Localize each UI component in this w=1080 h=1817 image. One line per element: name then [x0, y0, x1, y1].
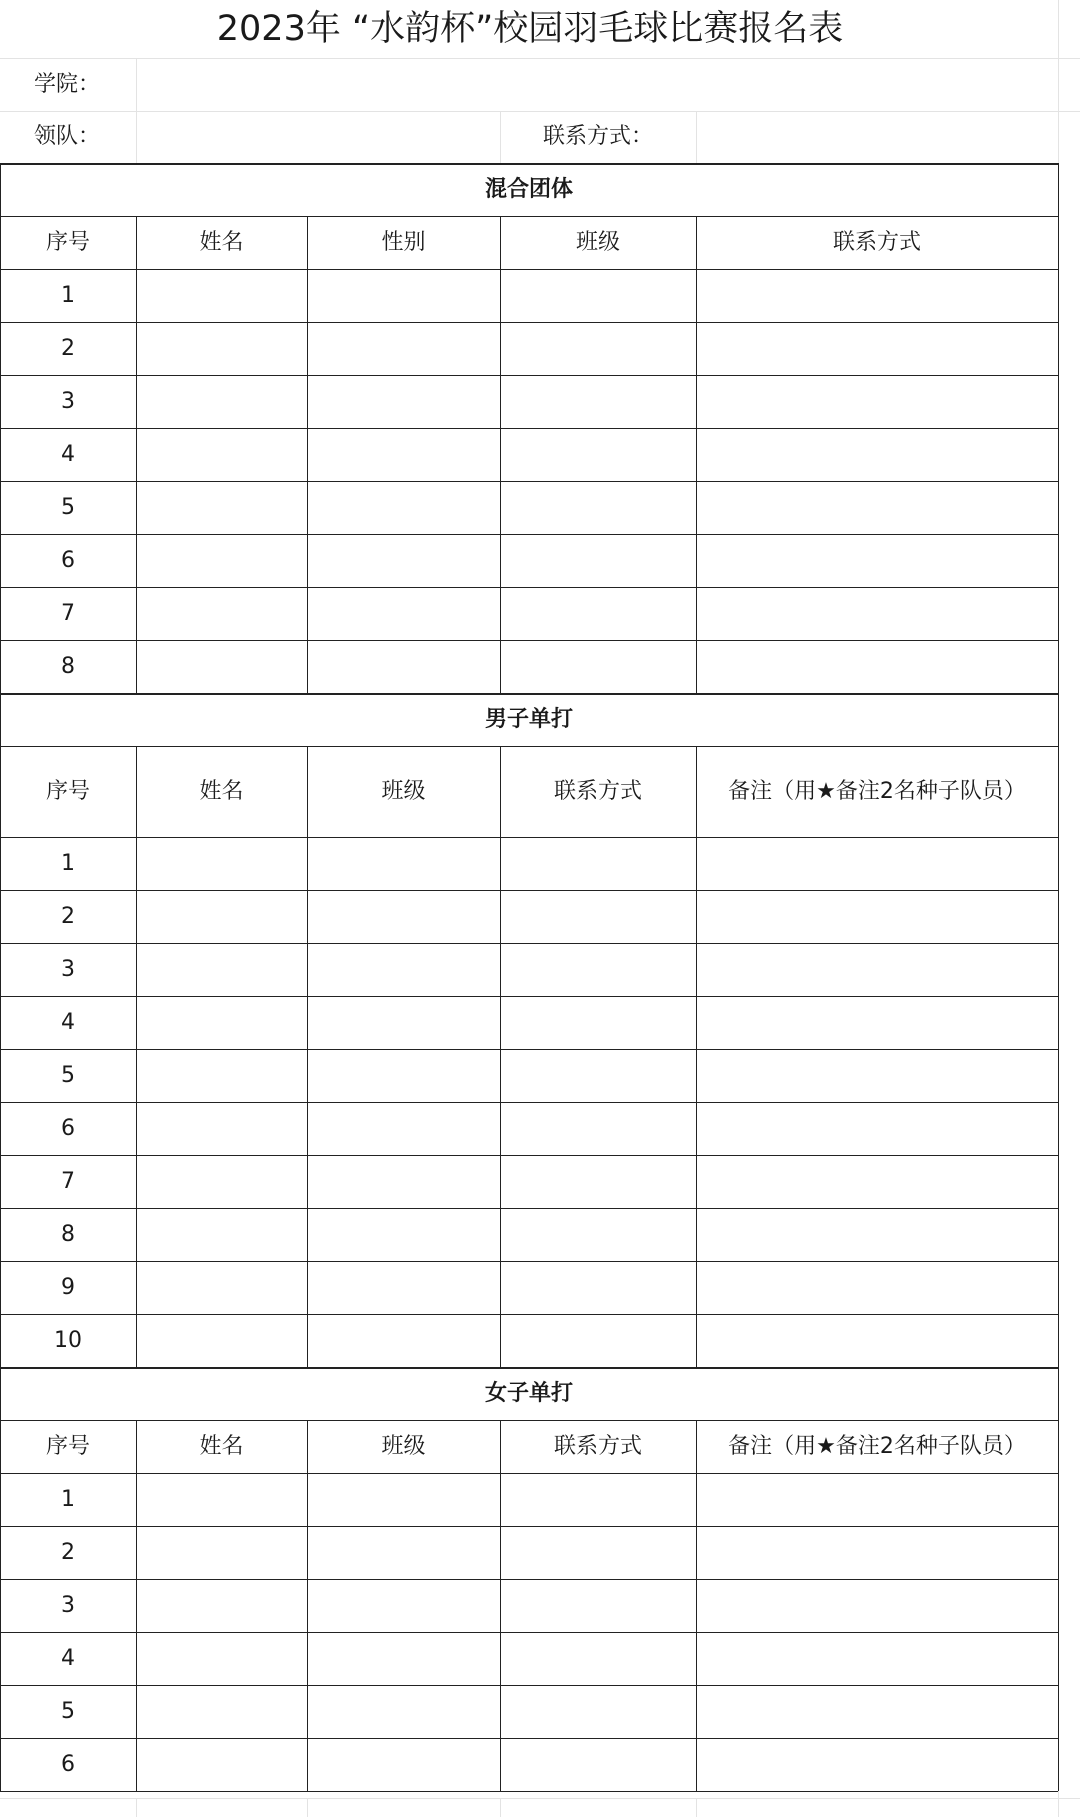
entry-cell[interactable] [500, 943, 696, 996]
row-number: 6 [61, 1751, 75, 1777]
entry-cell[interactable] [696, 322, 1058, 375]
entry-cell[interactable] [307, 890, 500, 943]
entry-cell[interactable] [696, 1632, 1058, 1685]
leader-contact-label: 联系方式： [542, 124, 653, 149]
entry-cell[interactable] [500, 481, 696, 534]
entry-cell[interactable] [696, 269, 1058, 322]
entry-cell[interactable] [307, 481, 500, 534]
row-border [0, 1791, 1058, 1792]
column-header: 备注（用★备注2名种子队员） [728, 778, 1026, 804]
entry-cell[interactable] [136, 1526, 307, 1579]
entry-cell[interactable] [136, 322, 307, 375]
entry-cell[interactable] [136, 837, 307, 890]
entry-cell[interactable] [136, 640, 307, 693]
entry-cell[interactable] [696, 1738, 1058, 1791]
row-number: 8 [61, 1221, 75, 1247]
row-number: 1 [61, 282, 75, 308]
entry-cell[interactable] [500, 890, 696, 943]
column-header: 姓名 [199, 1433, 244, 1459]
entry-cell[interactable] [307, 1685, 500, 1738]
entry-cell[interactable] [500, 587, 696, 640]
column-border [1058, 1367, 1059, 1420]
entry-cell[interactable] [136, 269, 307, 322]
row-number: 10 [54, 1327, 82, 1353]
entry-cell[interactable] [136, 375, 307, 428]
entry-cell[interactable] [696, 1102, 1058, 1155]
entry-cell[interactable] [136, 1049, 307, 1102]
entry-cell[interactable] [307, 322, 500, 375]
entry-cell[interactable] [696, 1314, 1058, 1367]
column-header: 联系方式 [553, 1433, 642, 1459]
entry-cell[interactable] [136, 996, 307, 1049]
entry-cell[interactable] [136, 587, 307, 640]
column-header: 姓名 [199, 229, 244, 255]
form-title: 2023年 “水韵杯”校园羽毛球比赛报名表 [216, 8, 844, 49]
column-header: 班级 [381, 778, 426, 804]
row-number: 6 [61, 1115, 75, 1141]
entry-cell[interactable] [500, 269, 696, 322]
entry-cell[interactable] [500, 375, 696, 428]
leader-input-cell[interactable] [136, 111, 500, 163]
row-number: 3 [61, 1592, 75, 1618]
entry-cell[interactable] [307, 1102, 500, 1155]
entry-cell[interactable] [696, 587, 1058, 640]
row-number: 7 [61, 600, 75, 626]
row-number: 3 [61, 388, 75, 414]
column-header: 性别 [381, 229, 426, 255]
entry-cell[interactable] [500, 1049, 696, 1102]
column-header: 序号 [45, 1433, 90, 1459]
entry-cell[interactable] [307, 1049, 500, 1102]
entry-cell[interactable] [696, 996, 1058, 1049]
college-input-cell[interactable] [136, 58, 1058, 111]
entry-cell[interactable] [696, 1049, 1058, 1102]
entry-cell[interactable] [136, 943, 307, 996]
section-title: 混合团体 [484, 176, 573, 202]
entry-cell[interactable] [696, 1155, 1058, 1208]
entry-cell[interactable] [500, 1102, 696, 1155]
entry-cell[interactable] [500, 996, 696, 1049]
entry-cell[interactable] [136, 1314, 307, 1367]
section-title: 男子单打 [484, 706, 573, 732]
entry-cell[interactable] [307, 375, 500, 428]
entry-cell[interactable] [307, 1579, 500, 1632]
entry-cell[interactable] [136, 1632, 307, 1685]
entry-cell[interactable] [696, 1526, 1058, 1579]
entry-cell[interactable] [136, 1102, 307, 1155]
section-title: 女子单打 [484, 1380, 573, 1406]
entry-cell[interactable] [500, 1473, 696, 1526]
row-number: 3 [61, 956, 75, 982]
entry-cell[interactable] [696, 428, 1058, 481]
entry-cell[interactable] [307, 1314, 500, 1367]
entry-cell[interactable] [500, 1526, 696, 1579]
entry-cell[interactable] [696, 534, 1058, 587]
entry-cell[interactable] [696, 1579, 1058, 1632]
column-border [1058, 216, 1059, 693]
row-number: 5 [61, 494, 75, 520]
row-number: 4 [61, 441, 75, 467]
entry-cell[interactable] [696, 890, 1058, 943]
entry-cell[interactable] [696, 375, 1058, 428]
entry-cell[interactable] [500, 1738, 696, 1791]
entry-cell[interactable] [307, 1208, 500, 1261]
entry-cell[interactable] [500, 640, 696, 693]
entry-cell[interactable] [136, 890, 307, 943]
entry-cell[interactable] [500, 1208, 696, 1261]
entry-cell[interactable] [307, 587, 500, 640]
entry-cell[interactable] [307, 1473, 500, 1526]
column-header: 备注（用★备注2名种子队员） [728, 1433, 1026, 1459]
entry-cell[interactable] [696, 1208, 1058, 1261]
entry-cell[interactable] [136, 1473, 307, 1526]
entry-cell[interactable] [136, 1738, 307, 1791]
column-header: 班级 [381, 1433, 426, 1459]
column-header: 联系方式 [832, 229, 921, 255]
row-number: 2 [61, 335, 75, 361]
row-number: 1 [61, 1486, 75, 1512]
row-number: 2 [61, 1539, 75, 1565]
entry-cell[interactable] [500, 428, 696, 481]
entry-cell[interactable] [500, 1579, 696, 1632]
row-number: 4 [61, 1645, 75, 1671]
row-number: 7 [61, 1168, 75, 1194]
entry-cell[interactable] [696, 943, 1058, 996]
entry-cell[interactable] [696, 481, 1058, 534]
row-number: 6 [61, 547, 75, 573]
column-header: 序号 [45, 778, 90, 804]
entry-cell[interactable] [136, 481, 307, 534]
entry-cell[interactable] [136, 1208, 307, 1261]
column-header: 联系方式 [553, 778, 642, 804]
entry-cell[interactable] [136, 1261, 307, 1314]
column-header: 姓名 [199, 778, 244, 804]
entry-cell[interactable] [307, 943, 500, 996]
entry-cell[interactable] [136, 1685, 307, 1738]
row-number: 5 [61, 1062, 75, 1088]
entry-cell[interactable] [500, 837, 696, 890]
entry-cell[interactable] [136, 1155, 307, 1208]
entry-cell[interactable] [500, 1632, 696, 1685]
entry-cell[interactable] [307, 1632, 500, 1685]
column-border [1058, 163, 1059, 216]
leader-label: 领队： [34, 124, 101, 149]
entry-cell[interactable] [307, 428, 500, 481]
entry-cell[interactable] [500, 322, 696, 375]
entry-cell[interactable] [307, 1738, 500, 1791]
column-header: 序号 [45, 229, 90, 255]
entry-cell[interactable] [307, 996, 500, 1049]
entry-cell[interactable] [500, 1314, 696, 1367]
column-header: 班级 [575, 229, 620, 255]
entry-cell[interactable] [136, 428, 307, 481]
row-number: 8 [61, 653, 75, 679]
entry-cell[interactable] [696, 1685, 1058, 1738]
entry-cell[interactable] [696, 640, 1058, 693]
entry-cell[interactable] [696, 837, 1058, 890]
column-border [1058, 746, 1059, 1367]
entry-cell[interactable] [307, 1155, 500, 1208]
row-number: 2 [61, 903, 75, 929]
row-number: 4 [61, 1009, 75, 1035]
entry-cell[interactable] [500, 534, 696, 587]
entry-cell[interactable] [307, 269, 500, 322]
entry-cell[interactable] [500, 1261, 696, 1314]
entry-cell[interactable] [136, 1579, 307, 1632]
entry-cell[interactable] [307, 640, 500, 693]
entry-cell[interactable] [307, 534, 500, 587]
leader-contact-input-cell[interactable] [696, 111, 1058, 163]
entry-cell[interactable] [500, 1685, 696, 1738]
college-label: 学院： [34, 71, 101, 97]
column-border [1058, 693, 1059, 746]
entry-cell[interactable] [307, 1261, 500, 1314]
entry-cell[interactable] [307, 837, 500, 890]
row-number: 5 [61, 1698, 75, 1724]
entry-cell[interactable] [307, 1526, 500, 1579]
entry-cell[interactable] [500, 1155, 696, 1208]
row-number: 1 [61, 850, 75, 876]
entry-cell[interactable] [696, 1261, 1058, 1314]
entry-cell[interactable] [696, 1473, 1058, 1526]
row-number: 9 [61, 1274, 75, 1300]
column-border [1058, 1420, 1059, 1791]
entry-cell[interactable] [136, 534, 307, 587]
